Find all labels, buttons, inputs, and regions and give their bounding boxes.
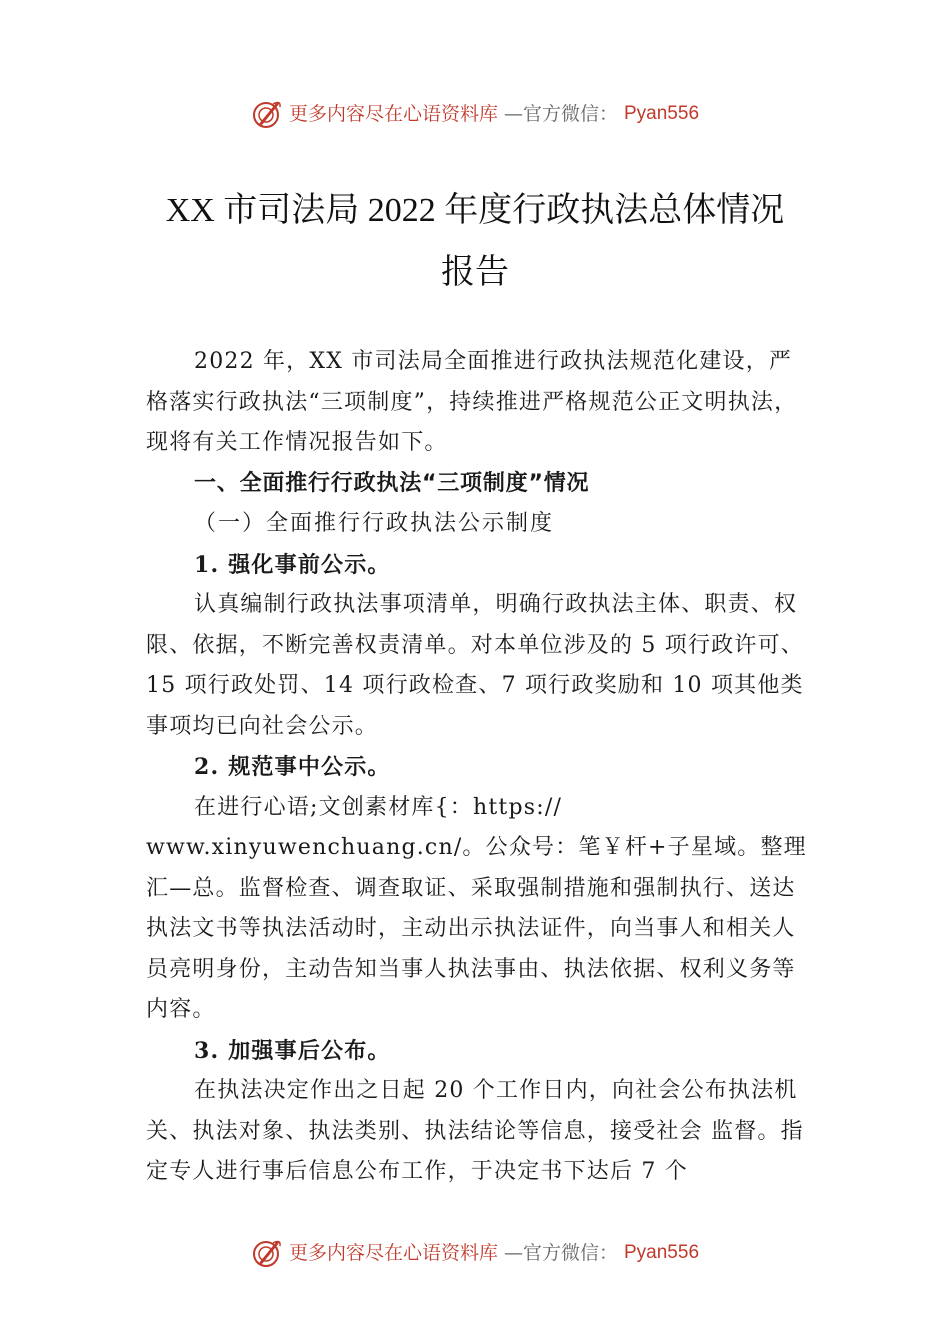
header-watermark — [0, 98, 950, 130]
footer-watermark — [0, 1237, 950, 1269]
item-paragraph-3: 在执法决定作出之日起 20 个工作日内，向社会公布执法机关、执法对象、执法类别、执法结论等信息，接受社会 监督。指定专人进行事后信息公布工作，于决定书下达后 7 个 — [146, 1078, 804, 1184]
quill-seal-icon — [251, 1237, 283, 1269]
watermark-wechat-label: —官方微信： — [503, 103, 618, 125]
watermark-wechat-label: —官方微信： — [503, 1242, 618, 1264]
title-line-1: XX 市司法局 2022 年度行政执法总体情况 — [165, 192, 785, 229]
title-line-2: 报告 — [441, 254, 509, 291]
document-body — [146, 342, 810, 1193]
item-paragraph-2a: 在进行心语;文创素材库{：https:// — [194, 794, 563, 820]
watermark-wechat-handle: Pyan556 — [624, 1242, 700, 1263]
item-paragraph-1: 认真编制行政执法事项清单，明确行政执法主体、职责、权限、依据，不断完善权责清单。对本单位涉及的 5 项行政许可、15 项行政处罚、14 项行政检查、7 项行政奖励和 10 项其他类事项均已向社会公示。 — [146, 592, 804, 739]
quill-seal-icon — [251, 98, 283, 130]
item-heading-1: 1. 强化事前公示。 — [194, 551, 391, 578]
section-heading-1: 一、全面推行行政执法“三项制度”情况 — [194, 470, 590, 496]
watermark-brand-text: 更多内容尽在心语资料库 — [288, 1242, 498, 1264]
intro-paragraph: 2022 年，XX 市司法局全面推进行政执法规范化建设，严格落实行政执法“三项制度”，持续推进严格规范公正文明执法，现将有关工作情况报告如下。 — [146, 349, 798, 455]
subsection-heading-1: （一）全面推行行政执法公示制度 — [194, 511, 555, 536]
document-title — [0, 180, 950, 304]
watermark-wechat-handle: Pyan556 — [624, 103, 700, 124]
watermark-brand-text: 更多内容尽在心语资料库 — [288, 103, 498, 125]
item-paragraph-2b: www.xinyuwenchuang.cn/。公众号：笔￥杆+子星域。整理汇—总。监督检查、调查取证、采取强制措施和强制执行、送达执法文书等执法活动时，主动出示执法证件，向当事人和相关人员亮明身份，主动告知当事人执法事由、执法依据、权利义务等内容。 — [146, 835, 807, 1022]
item-heading-2: 2. 规范事中公示。 — [194, 754, 391, 780]
item-heading-3: 3. 加强事后公布。 — [194, 1037, 391, 1064]
